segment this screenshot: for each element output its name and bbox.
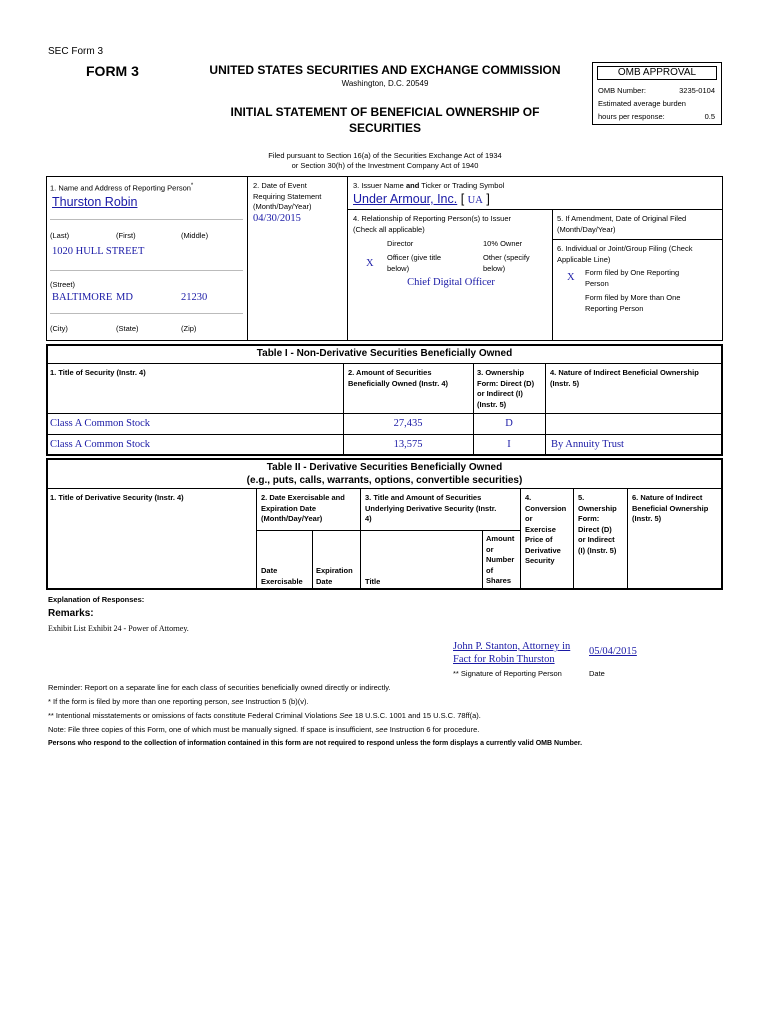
- table2-sub-date-exercisable: Date Exercisable: [261, 566, 303, 586]
- omb-number-value: 3235-0104: [679, 86, 715, 95]
- table1-col-form: 3. Ownership Form: Direct (D) or Indirect (I) (Instr. 5): [477, 368, 535, 409]
- omb-notice: Persons who respond to the collection of information contained in this form are not required to respond unless the form displays a currently valid OMB Number.: [48, 740, 583, 747]
- street-value: 1020 HULL STREET: [52, 246, 145, 257]
- filing-type-label: 6. Individual or Joint/Group Filing (Check Applicable Line): [557, 244, 693, 264]
- signature-link[interactable]: John P. Stanton, Attorney in Fact for Robin Thurston: [453, 641, 571, 665]
- table-row-nature: By Annuity Trust: [551, 439, 624, 450]
- state-value: MD: [116, 292, 133, 303]
- signature-label: ** Signature of Reporting Person: [453, 669, 562, 678]
- table2-sub-amount: Amount or Number of Shares: [486, 534, 515, 585]
- table2-col-ownership: 5. Ownership Form: Direct (D) or Indirect (I) (Instr. 5): [578, 493, 617, 555]
- table1-col-title: 1. Title of Security (Instr. 4): [50, 368, 146, 377]
- officer-label: Officer (give title below): [387, 253, 442, 273]
- event-date-label: 2. Date of Event Requiring Statement (Month/Day/Year): [253, 181, 322, 211]
- city-label: (City): [50, 324, 68, 333]
- table-row-form: I: [507, 439, 511, 450]
- table2-col-nature: 6. Nature of Indirect Beneficial Ownership (Instr. 5): [632, 493, 709, 523]
- issuer-name-link[interactable]: Under Armour, Inc.: [353, 192, 458, 206]
- commission-title: UNITED STATES SECURITIES AND EXCHANGE COMMISSION: [209, 63, 561, 77]
- filed-pursuant-line1: Filed pursuant to Section 16(a) of the Securities Exchange Act of 1934: [268, 151, 502, 160]
- signature-date: 05/04/2015: [589, 646, 637, 657]
- sec-form-label: SEC Form 3: [48, 46, 104, 57]
- reporting-person-label: 1. Name and Address of Reporting Person*: [50, 183, 194, 193]
- zip-label: (Zip): [181, 324, 197, 333]
- first-name-label: (First): [116, 231, 136, 240]
- reminder-text: Reminder: Report on a separate line for each class of securities beneficially owned directly or indirectly.: [48, 683, 391, 692]
- table1-col-amount: 2. Amount of Securities Beneficially Owned (Instr. 4): [348, 368, 449, 388]
- middle-name-label: (Middle): [181, 231, 209, 240]
- note-misstatements: ** Intentional misstatements or omissions of facts constitute Federal Criminal Violations See 18 U.S.C. 1001 and 15 U.S.C. 78ff(a).: [48, 711, 481, 720]
- issuer-ticker: UA: [467, 195, 483, 206]
- table-row-title: Class A Common Stock: [50, 439, 151, 450]
- relationship-label: 4. Relationship of Reporting Person(s) to Issuer (Check all applicable): [353, 214, 511, 234]
- omb-hours-value: 0.5: [704, 112, 715, 121]
- state-label: (State): [116, 324, 139, 333]
- event-date-value: 04/30/2015: [253, 213, 301, 224]
- issuer-label: 3. Issuer Name and Ticker or Trading Symbol: [353, 181, 505, 190]
- explanation-label: Explanation of Responses:: [48, 595, 145, 604]
- table2-title-line1: Table II - Derivative Securities Beneficially Owned: [266, 462, 503, 473]
- issuer-name: Under Armour, Inc. [ UA ]: [353, 192, 490, 206]
- last-name-label: (Last): [50, 231, 70, 240]
- omb-approval-box: [592, 62, 722, 125]
- form-title: FORM 3: [86, 63, 139, 79]
- officer-check-mark: X: [366, 258, 374, 269]
- zip-value: 21230: [181, 292, 208, 303]
- note-copies: Note: File three copies of this Form, one of which must be manually signed. If space is insufficient, see Instruction 6 for procedure.: [48, 725, 480, 734]
- filed-pursuant-line2: or Section 30(h) of the Investment Company Act of 1940: [291, 161, 479, 170]
- ten-percent-owner-label: 10% Owner: [483, 239, 523, 248]
- commission-location: Washington, D.C. 20549: [341, 79, 429, 88]
- director-label: Director: [387, 239, 414, 248]
- table2-sub-expiration: Expiration Date: [316, 566, 353, 586]
- table2-col-dates: 2. Date Exercisable and Expiration Date (Month/Day/Year): [261, 493, 345, 523]
- table-row-amount: 27,435: [393, 418, 423, 429]
- omb-approval-title: OMB APPROVAL: [597, 66, 717, 80]
- statement-title-line2: SECURITIES: [348, 121, 421, 135]
- note-multiple-persons: * If the form is filed by more than one reporting person, see Instruction 5 (b)(v).: [48, 697, 309, 706]
- amendment-label: 5. If Amendment, Date of Original Filed (Month/Day/Year): [557, 214, 687, 234]
- omb-number-label: OMB Number:: [598, 86, 646, 95]
- other-label: Other (specify below): [483, 253, 530, 273]
- table2-title-line2: (e.g., puts, calls, warrants, options, convertible securities): [246, 475, 523, 486]
- officer-title-value: Chief Digital Officer: [407, 277, 495, 288]
- omb-burden-label: Estimated average burden: [598, 99, 686, 108]
- table-row-form: D: [505, 418, 513, 429]
- table2-sub-title: Title: [365, 577, 381, 586]
- table2-col-conversion: 4. Conversion or Exercise Price of Derivative Security: [525, 493, 567, 565]
- one-person-label: Form filed by One Reporting Person: [585, 268, 680, 288]
- omb-hours-label: hours per response:: [598, 112, 665, 121]
- one-person-check-mark: X: [567, 272, 575, 283]
- remarks-text: Exhibit List Exhibit 24 - Power of Attorney.: [48, 624, 189, 633]
- date-label: Date: [589, 669, 605, 678]
- reporting-person-name-link[interactable]: Thurston Robin: [52, 195, 138, 209]
- remarks-label: Remarks:: [48, 608, 94, 619]
- table1-title: Table I - Non-Derivative Securities Beneficially Owned: [256, 348, 513, 359]
- statement-title-line1: INITIAL STATEMENT OF BENEFICIAL OWNERSHIP OF: [230, 105, 540, 119]
- table-row-amount: 13,575: [393, 439, 423, 450]
- city-value: BALTIMORE: [52, 292, 113, 303]
- street-label: (Street): [50, 280, 76, 289]
- table-row-title: Class A Common Stock: [50, 418, 151, 429]
- table2-col-title: 1. Title of Derivative Security (Instr. 4): [50, 493, 184, 502]
- more-persons-label: Form filed by More than One Reporting Person: [585, 293, 681, 313]
- table2-col-underlying: 3. Title and Amount of Securities Underlying Derivative Security (Instr. 4): [365, 493, 497, 523]
- table1-col-nature: 4. Nature of Indirect Beneficial Ownership (Instr. 5): [550, 368, 699, 388]
